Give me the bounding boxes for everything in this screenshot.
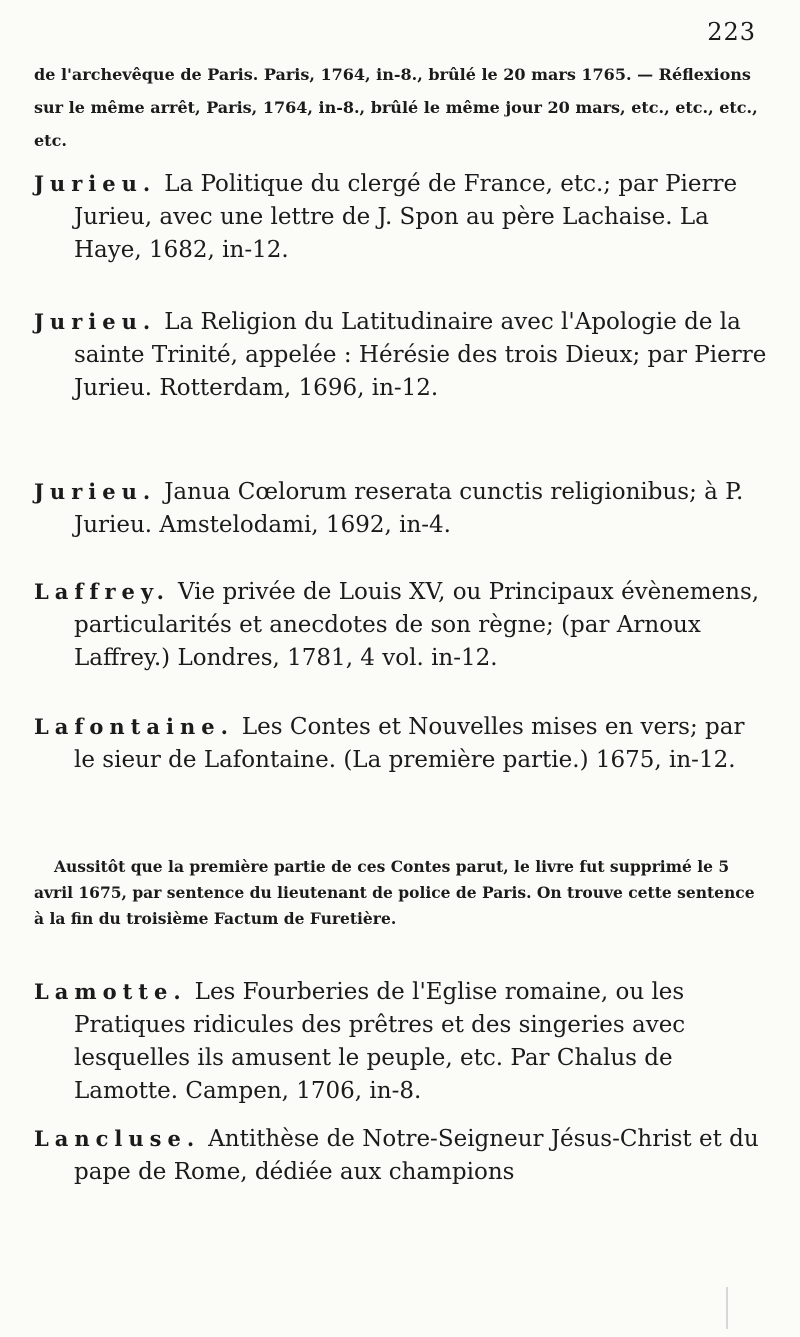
scan-margin-mark — [726, 1287, 728, 1329]
entry-body — [34, 710, 770, 777]
entry-author: Laffrey. — [34, 579, 170, 604]
bibliography-entry — [34, 575, 770, 675]
entry-author: Lancluse. — [34, 1126, 201, 1151]
entry-text: La Politique du clergé de France, etc.; par Pierre Jurieu, avec une lettre de J. Spon au père Lachaise. La Haye, 1682, in-12. — [74, 171, 738, 263]
bibliography-entry — [34, 975, 770, 1108]
entry-body — [34, 575, 770, 675]
footnote: Aussitôt que la première partie de ces Contes parut, le livre fut supprimé le 5 avril 1675, par sentence du lieutenant de police de Paris. On trouve cette sentence à la fin du troisième Factum de Furetière. — [34, 857, 755, 928]
entry-text: Antithèse de Notre-Seigneur Jésus-Christ et du pape de Rome, dédiée aux champions — [74, 1126, 759, 1185]
entry-body — [34, 305, 770, 405]
entry-author: Lamotte. — [34, 979, 187, 1004]
entry-author: Jurieu. — [34, 171, 157, 196]
entry-body — [34, 1122, 770, 1189]
entry-author: Lafontaine. — [34, 714, 234, 739]
entry-text: Les Contes et Nouvelles mises en vers; par le sieur de Lafontaine. (La première partie.) 1675, in-12. — [74, 714, 745, 773]
bibliography-entry — [34, 710, 770, 777]
entry-body — [34, 975, 770, 1108]
entry-body — [34, 475, 770, 542]
bibliography-entry — [34, 1122, 770, 1189]
entry-text: Vie privée de Louis XV, ou Principaux évènemens, particularités et anecdotes de son règne; (par Arnoux Laffrey.) Londres, 1781, 4 vol. in-12. — [74, 579, 760, 671]
entry-text: La Religion du Latitudinaire avec l'Apologie de la sainte Trinité, appelée : Hérésie des trois Dieux; par Pierre Jurieu. Rotterdam, 1696, in-12. — [74, 309, 767, 401]
page-number: 223 — [707, 18, 756, 46]
entry-text: Les Fourberies de l'Eglise romaine, ou les Pratiques ridicules des prêtres et des singeries avec lesquelles ils amusent le peuple, etc. Par Chalus de Lamotte. Campen, 1706, in-8. — [74, 979, 686, 1104]
entry-text: Janua Cœlorum reserata cunctis religionibus; à P. Jurieu. Amstelodami, 1692, in-4. — [74, 479, 744, 538]
entry-body — [34, 167, 770, 267]
bibliography-entry — [34, 475, 770, 542]
entry-author: Jurieu. — [34, 479, 157, 504]
bibliography-entry — [34, 167, 770, 267]
bibliography-entry — [34, 305, 770, 405]
entry-author: Jurieu. — [34, 309, 157, 334]
continued-entry-text: de l'archevêque de Paris. Paris, 1764, in-8., brûlé le 20 mars 1765. — Réflexions sur le même arrêt, Paris, 1764, in-8., brûlé le même jour 20 mars, etc., etc., etc., etc. — [34, 65, 758, 150]
